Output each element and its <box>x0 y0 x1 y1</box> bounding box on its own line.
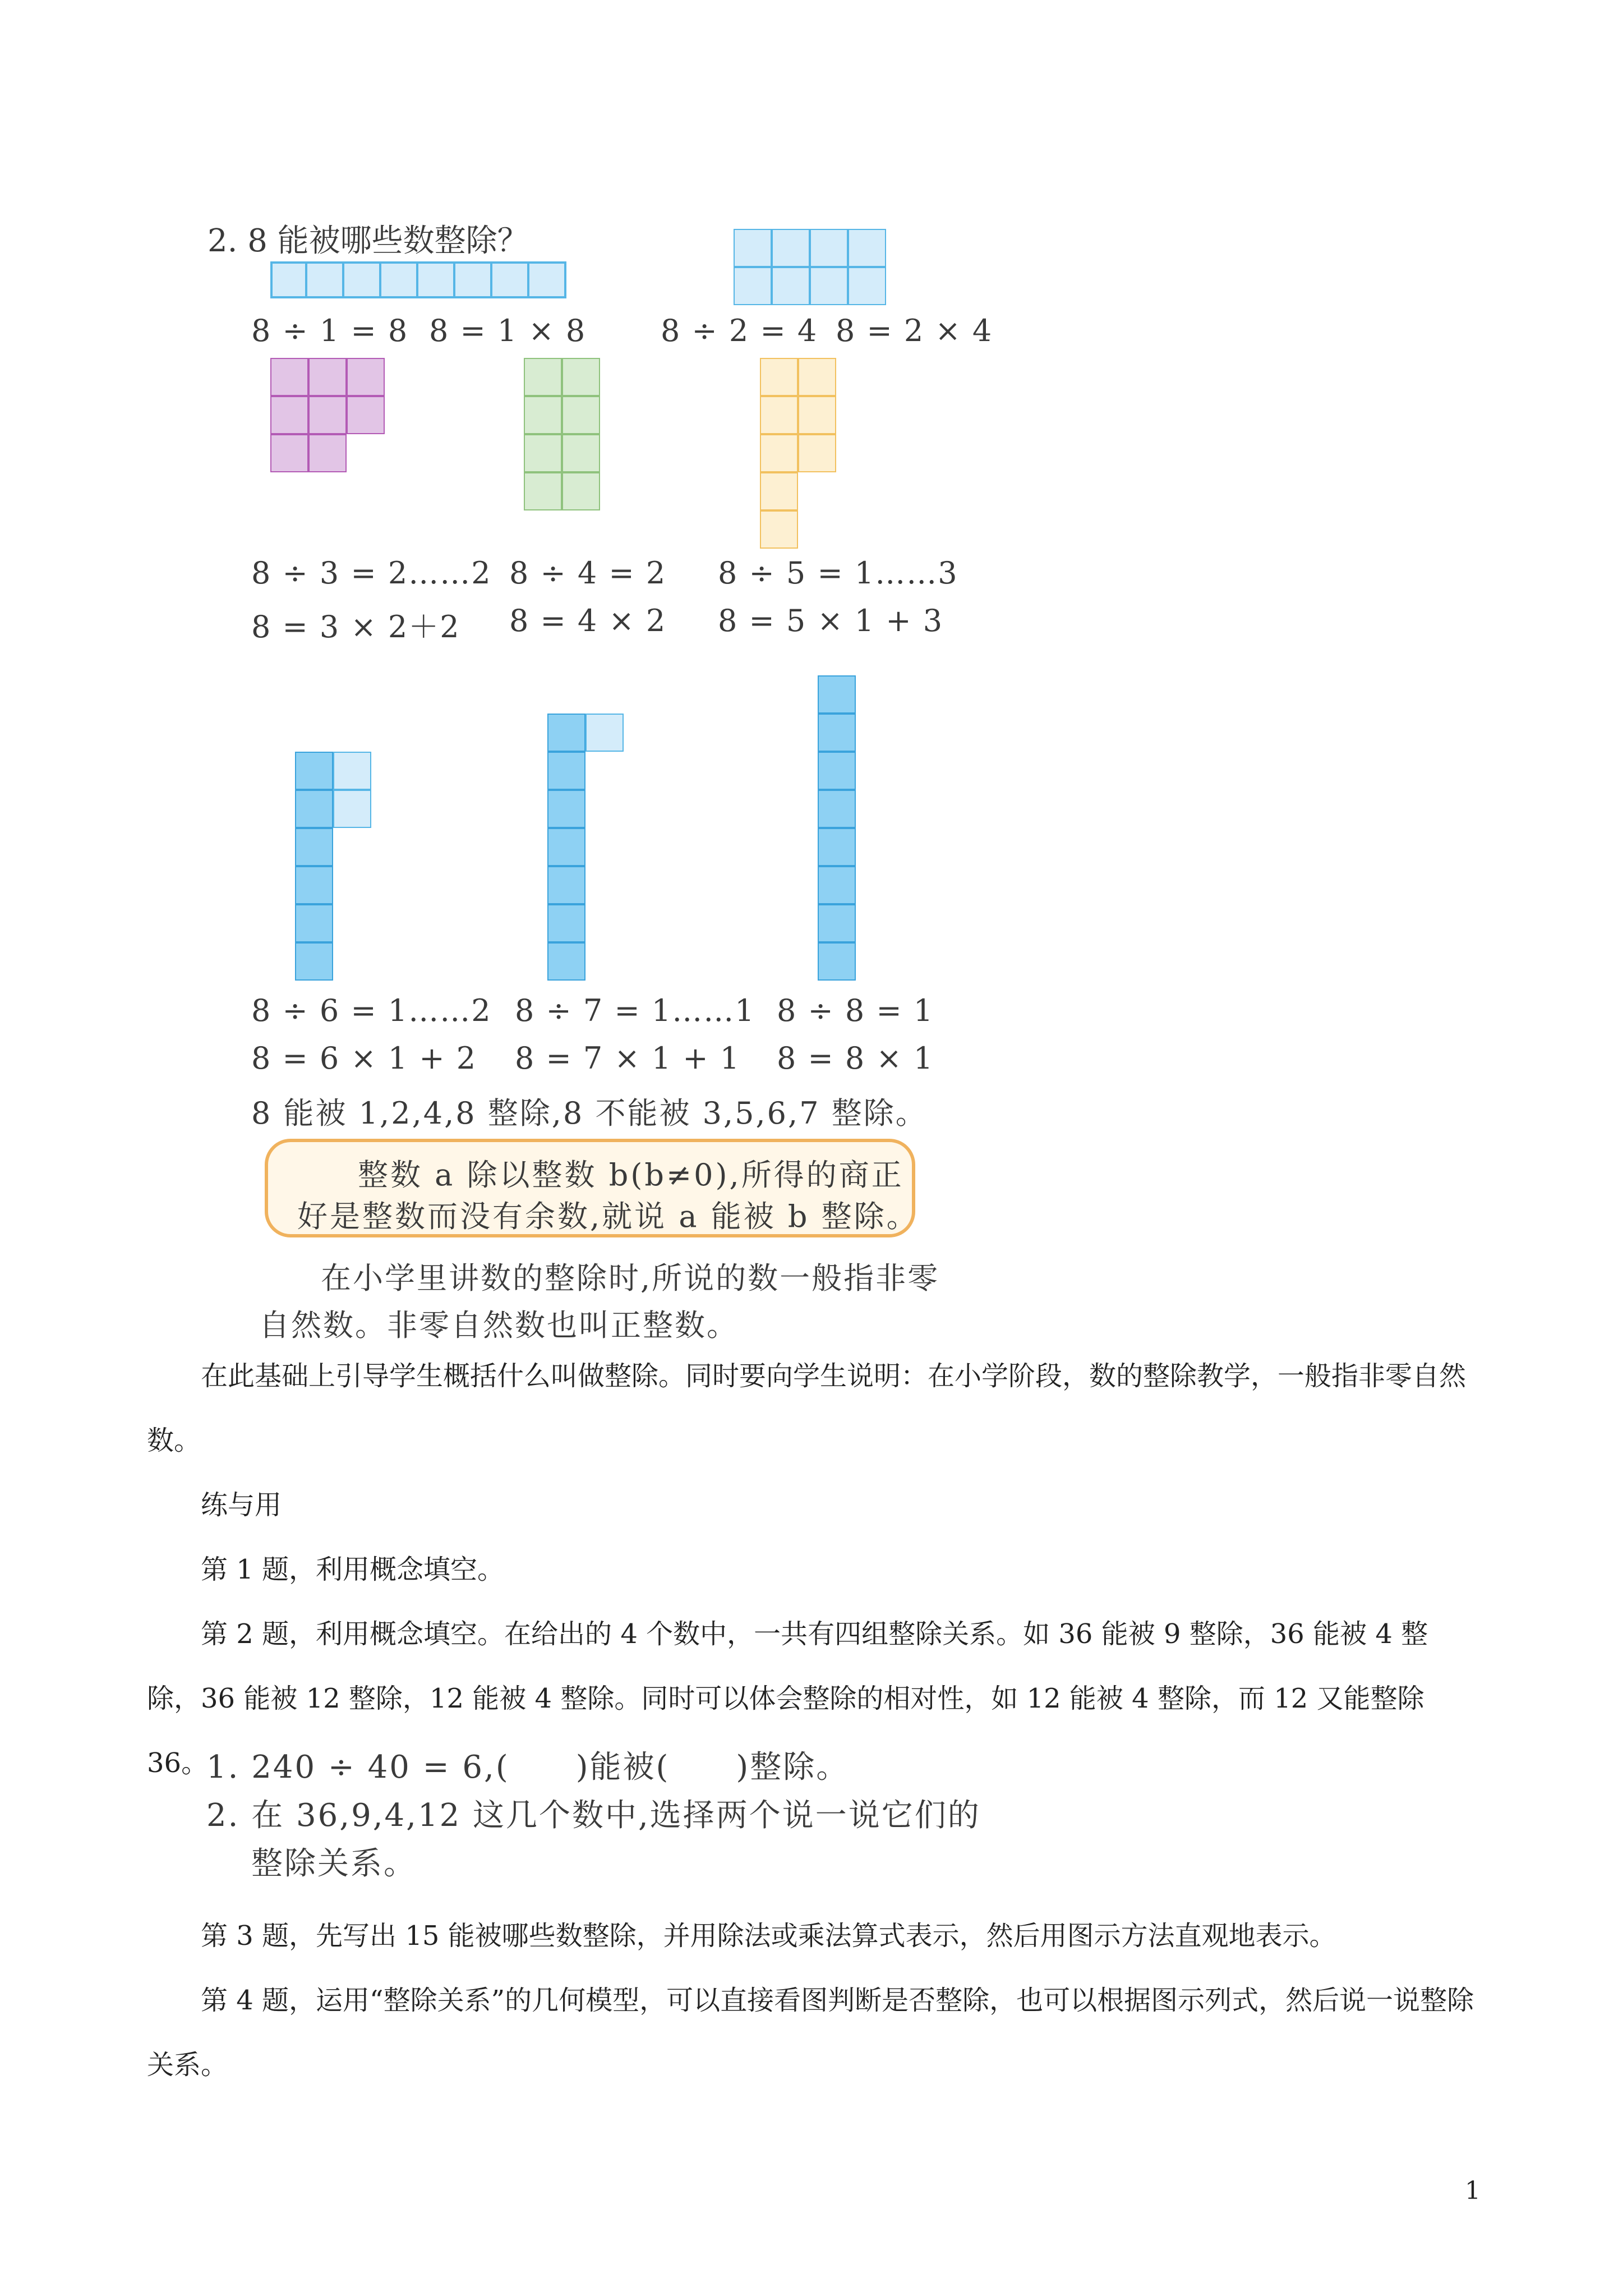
eq-mul-3: 8 = 3 × 2＋2 <box>251 609 460 645</box>
eq-mul-4: 8 = 4 × 2 <box>509 603 667 638</box>
grid-4x2 <box>734 229 886 305</box>
eq-div-5: 8 ÷ 5 = 1……3 <box>718 555 958 591</box>
section-heading-practice: 练与用 <box>201 1489 282 1521</box>
eq-mul-5: 8 = 5 × 1 + 3 <box>718 603 944 638</box>
eq-mul-7: 8 = 7 × 1 + 1 <box>515 1041 741 1076</box>
grid-8x1-column <box>818 675 856 981</box>
eq-div-3: 8 ÷ 3 = 2……2 <box>251 555 492 591</box>
eq-mul-1: 8 = 1 × 8 <box>429 313 587 348</box>
eq-div-4: 8 ÷ 4 = 2 <box>509 555 667 591</box>
eq-div-2: 8 ÷ 2 = 4 <box>661 313 818 348</box>
paragraph-q3: 第 3 题，先写出 15 能被哪些数整除，并用除法或乘法算式表示，然后用图示方法直观地表示。 <box>201 1920 1336 1952</box>
page-number: 1 <box>1465 2177 1481 2205</box>
grid-green-4x2 <box>524 358 600 510</box>
eq-div-1: 8 ÷ 1 = 8 <box>251 313 409 348</box>
paragraph-q1: 第 1 题，利用概念填空。 <box>201 1554 505 1585</box>
paragraph-q4: 第 4 题，运用“整除关系”的几何模型，可以直接看图判断是否整除，也可以根据图示列式，然后说一说整除关系。 <box>147 1985 1474 2081</box>
exercise-q2-line-1: 2. 在 36,9,4,12 这几个数中,选择两个说一说它们的 <box>206 1797 981 1834</box>
eq-div-8: 8 ÷ 8 = 1 <box>777 993 934 1028</box>
exercise-q2-line-2: 整除关系。 <box>251 1846 417 1882</box>
grid-purple-3x2-plus-2 <box>270 358 385 472</box>
definition-box <box>265 1139 919 1237</box>
note-line-2: 自然数。非零自然数也叫正整数。 <box>259 1308 739 1343</box>
definition-line-1: 整数 a 除以整数 b(b≠0),所得的商正 <box>358 1157 904 1193</box>
paragraph-definition-guide: 在此基础上引导学生概括什么叫做整除。同时要向学生说明：在小学阶段，数的整除教学，一般指非零自然数。 <box>147 1360 1467 1456</box>
grid-yellow-5x1-plus-3 <box>760 358 836 549</box>
definition-line-2: 好是整数而没有余数,就说 a 能被 b 整除。 <box>297 1199 919 1234</box>
paragraph-q2: 第 2 题，利用概念填空。在给出的 4 个数中，一共有四组整除关系。如 36 能被 9 整除，36 能被 4 整除，36 能被 12 整除，12 能被 4 整除。同时可以体会整除的相对性，如 12 能被 4 整除，而 12 又能整除 36。 <box>147 1618 1428 1779</box>
note-line-1: 在小学里讲数的整除时,所说的数一般指非零 <box>321 1260 940 1296</box>
eq-div-7: 8 ÷ 7 = 1……1 <box>515 993 755 1028</box>
exercise-q1: 1. 240 ÷ 40 = 6,( )能被( )整除。 <box>206 1749 850 1786</box>
grid-7x1-plus-1 <box>547 714 624 981</box>
grid-6x1-plus-2 <box>295 752 371 981</box>
eq-mul-8: 8 = 8 × 1 <box>777 1041 934 1076</box>
eq-mul-6: 8 = 6 × 1 + 2 <box>251 1041 477 1076</box>
eq-mul-2: 8 = 2 × 4 <box>836 313 993 348</box>
grid-8x1 <box>270 261 566 298</box>
eq-div-6: 8 ÷ 6 = 1……2 <box>251 993 492 1028</box>
figure-title: 2. 8 能被哪些数整除？ <box>208 223 529 259</box>
conclusion: 8 能被 1,2,4,8 整除,8 不能被 3,5,6,7 整除。 <box>251 1096 928 1131</box>
